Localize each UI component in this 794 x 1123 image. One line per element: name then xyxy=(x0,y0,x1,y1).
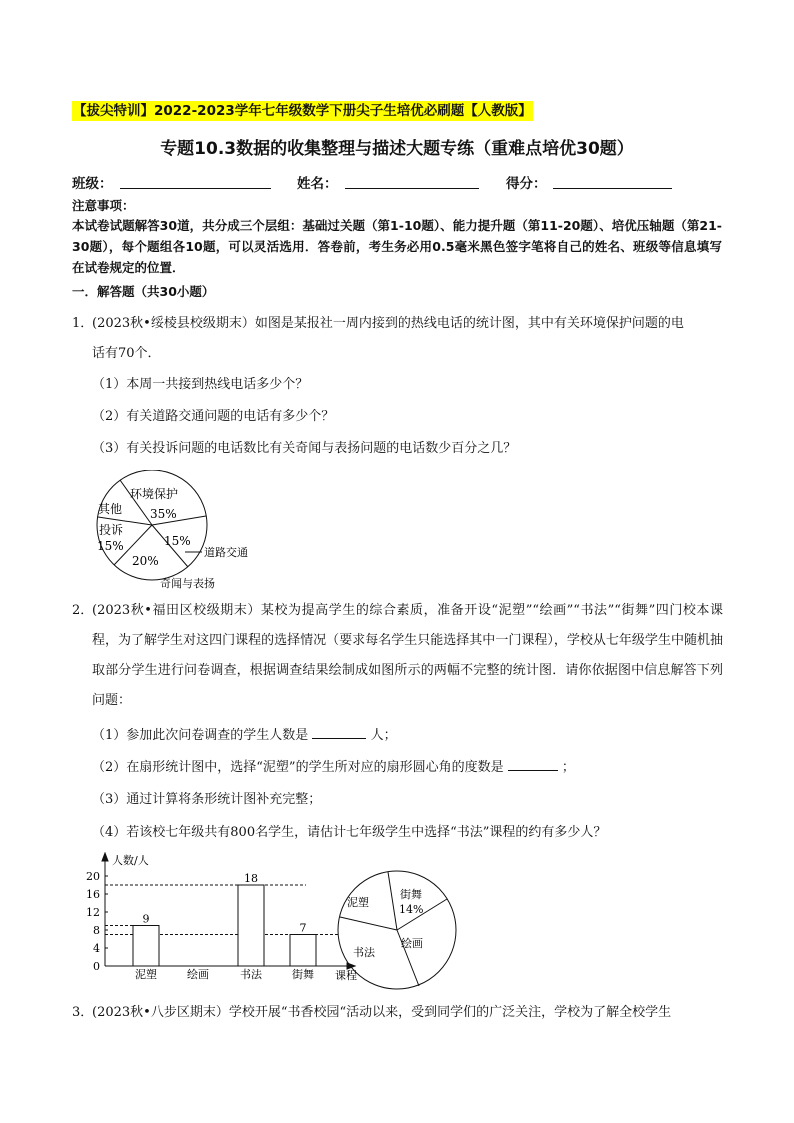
bar-value-label: 18 xyxy=(244,872,258,885)
header-banner: 【拔尖特训】2022-2023学年七年级数学下册尖子生培优必刷题【人教版】 xyxy=(73,103,532,119)
bar-ytick-label: 12 xyxy=(86,906,100,919)
q2-pie-label-shufa: 书法 xyxy=(353,946,375,959)
q2-pie-pct-jiewu: 14% xyxy=(399,903,424,916)
bar-ytick-label: 20 xyxy=(86,870,100,883)
bar-0 xyxy=(133,926,159,967)
bar-ytick-label: 0 xyxy=(93,960,100,973)
class-label: 班级： xyxy=(72,176,113,192)
bar-xlabel: 课程 xyxy=(335,969,357,982)
bar-category-label: 书法 xyxy=(240,968,262,981)
bar-category-label: 街舞 xyxy=(292,968,314,981)
q3-stem: (2023秋•八步区期末）学校开展“书香校园“活动以来，受到同学们的广泛关注，学校为了解全校学生 xyxy=(92,1005,672,1020)
notice-heading: 注意事项： xyxy=(72,198,135,213)
bar-ytick-label: 8 xyxy=(93,924,100,937)
bar-category-label: 绘画 xyxy=(187,968,209,981)
q1-pie-chart xyxy=(80,470,300,600)
q1-number: 1． xyxy=(72,316,94,331)
q1-road-label: 道路交通 xyxy=(204,546,248,559)
name-label: 姓名： xyxy=(297,176,338,192)
name-input-line[interactable] xyxy=(345,188,479,189)
bar-ytick-label: 16 xyxy=(86,888,100,901)
q1-env-label: 环境保护 xyxy=(130,487,179,501)
q1-stem-line2: 话有70个． xyxy=(92,346,161,361)
q2-pie-label-huihua: 绘画 xyxy=(401,937,423,950)
bar-value-label: 7 xyxy=(299,921,307,935)
bar-ylabel: 人数/人 xyxy=(112,854,149,867)
q2-part4: （4）若该校七年级共有800名学生，请估计七年级学生中选择“书法”课程的约有多少人？ xyxy=(92,825,607,840)
q2-part2-end: ； xyxy=(561,760,575,775)
q2-part3: （3）通过计算将条形统计图补充完整； xyxy=(92,792,322,807)
q2-part1-blank[interactable] xyxy=(312,726,366,739)
q1-part2: （2）有关道路交通问题的电话有多少个？ xyxy=(92,409,335,424)
q2-part1 xyxy=(92,721,397,751)
q2-part2 xyxy=(92,753,575,783)
bar-value-label: 9 xyxy=(142,912,150,926)
q2-pie-chart xyxy=(335,870,465,995)
q1-odd-label: 奇闻与表扬 xyxy=(160,577,215,590)
q2-pie-label-jiewu: 街舞 xyxy=(400,888,422,901)
q1-complaint-pct: 15% xyxy=(97,539,124,553)
q2-pie-divider-4 xyxy=(340,917,397,930)
page-title: 专题10.3数据的收集整理与描述大题专练（重难点培优30题） xyxy=(160,139,634,159)
q1-part1: （1）本周一共接到热线电话多少个？ xyxy=(92,377,309,392)
notice-body: 本试卷试题解答30道，共分成三个层组：基础过关题（第1-10题）、能力提升题（第11-20题）、培优压轴题（第21-30题），每个题组各10题，可以灵活选用．答卷前，考生务必用0.5毫米黑色签字笔将自己的姓名、班级等信息填写在试卷规定的位置． xyxy=(72,218,722,275)
bar-y-arrow xyxy=(102,853,108,861)
bar-2 xyxy=(238,885,264,966)
q3-number: 3． xyxy=(72,1005,94,1020)
q2-part1-text: （1）参加此次问卷调查的学生人数是 xyxy=(92,728,309,743)
q2-pie-divider-1 xyxy=(388,872,397,930)
q1-odd-pct: 20% xyxy=(132,554,159,568)
q2-bar-chart xyxy=(70,852,360,987)
q1-env-pct: 35% xyxy=(150,507,177,521)
q2-part2-text: （2）在扇形统计图中，选择“泥塑”的学生所对应的扇形圆心角的度数是 xyxy=(92,760,504,775)
class-input-line[interactable] xyxy=(120,188,271,189)
q1-other-label: 其他 xyxy=(98,502,123,516)
section-title: 一．解答题（共30小题） xyxy=(72,284,215,299)
bar-category-label: 泥塑 xyxy=(135,968,157,981)
q2-number: 2． xyxy=(72,603,94,618)
q2-pie-label-nisu: 泥塑 xyxy=(347,896,369,909)
q1-complaint-label: 投诉 xyxy=(99,523,124,537)
q1-road-pct: 15% xyxy=(164,534,191,548)
q1-stem-line1: (2023秋•绥棱县校级期末）如图是某报社一周内接到的热线电话的统计图，其中有关环境保护问题的电 xyxy=(92,316,684,331)
bar-3 xyxy=(290,935,316,967)
bar-ytick-label: 4 xyxy=(93,942,100,955)
score-input-line[interactable] xyxy=(553,188,672,189)
q2-part1-unit: 人； xyxy=(370,728,397,743)
q1-part3: （3）有关投诉问题的电话数比有关奇闻与表扬问题的电话数少百分之几？ xyxy=(92,441,517,456)
q2-part2-blank[interactable] xyxy=(508,758,558,771)
score-label: 得分： xyxy=(506,176,547,192)
q2-stem: (2023秋•福田区校级期末）某校为提高学生的综合素质，准备开设“泥塑”“绘画”“书法”“街舞”四门校本课程，为了解学生对这四门课程的选择情况（要求每名学生只能选择其中一门课程），学校从七年级学生中随机抽取部分学生进行问卷调查，根据调查结果绘制成如图所示的两幅不完整的统计图．请你依据图中信息解答下列问题： xyxy=(92,603,723,708)
